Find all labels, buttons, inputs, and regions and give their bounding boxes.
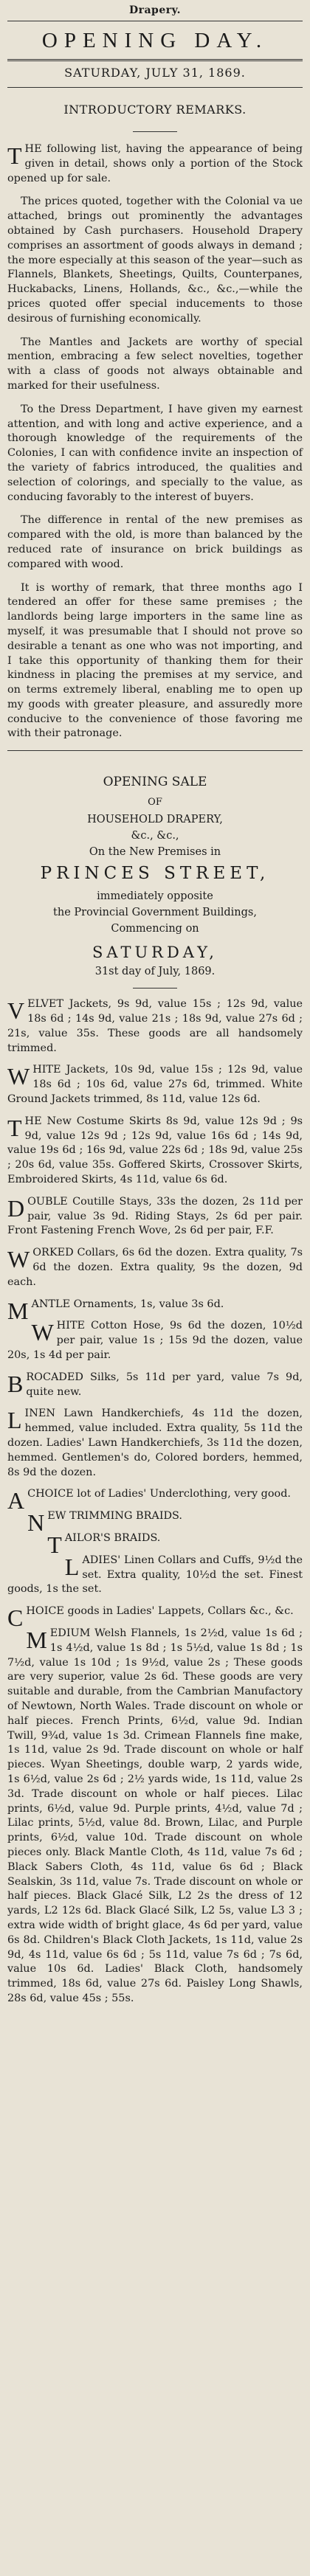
dropcap-letter: W — [31, 1319, 54, 1346]
intro-paragraph: THE following list, having the appearance of being given in detail, shows only a portion of the Stock opened up for sale. — [7, 142, 303, 184]
sale-heading: OPENING SALE — [103, 775, 207, 790]
item-text: ANTLE Ornaments, 1s, value 3s 6d. — [31, 1298, 224, 1310]
sale-on-the: On the New Premises in — [89, 846, 221, 859]
item-text: AILOR'S BRAIDS. — [64, 1531, 161, 1544]
item-text: CHOICE lot of Ladies' Underclothing, very good. — [27, 1488, 291, 1500]
section-rule — [7, 750, 303, 751]
item-text: ADIES' Linen Collars and Cuffs, 9½d the set. Extra quality, 10½d the set. Finest goods, 1s the set. — [7, 1554, 303, 1596]
list-item — [7, 1554, 303, 1597]
title-rule — [7, 59, 303, 61]
items-list — [7, 997, 303, 2006]
running-head: Drapery. — [128, 4, 182, 16]
sale-commencing: Commencing on — [111, 923, 199, 935]
intro-heading: INTRODUCTORY REMARKS. — [63, 103, 247, 117]
list-item — [7, 1407, 303, 1480]
intro-paragraph: To the Dress Department, I have given my earnest attention, and with long and active experience, and a thorough knowledge of the requirements of the Colonies, I can with confidence invite an inspection of the variety of fabrics introduced, the qualities and selection of colorings, and specially to the value, as conducing favorably to the interest of buyers. — [7, 403, 303, 503]
item-text: OUBLE Coutille Stays, 33s the dozen, 2s 11d per pair, value 3s 9d. Riding Stays, 2s 6d per pair. Front Fastening French Wove, 2s 6d per pair, F.F. — [7, 1195, 303, 1237]
dropcap-letter: L — [7, 1407, 22, 1434]
list-item — [7, 1627, 303, 2007]
sale-opposite: immediately opposite — [97, 890, 213, 903]
sale-street: PRINCES STREET, — [40, 864, 270, 884]
list-item — [7, 1297, 303, 1324]
intro-paragraph: The Mantles and Jackets are worthy of special mention, embracing a few select novelties, together with a class of goods not always obtainable and marked for their usefulness. — [7, 336, 303, 392]
newspaper-column — [6, 0, 304, 2007]
sale-saturday: SATURDAY, — [92, 944, 218, 962]
intro-paragraph: The difference in rental of the new premises as compared with the old, is more than balanced by the reduced rate of insurance on brick buildings as compared with wood. — [7, 514, 303, 570]
date-rule — [7, 87, 303, 88]
intro-body — [7, 142, 303, 741]
list-item — [7, 1115, 303, 1188]
intro-paragraph: It is worthy of remark, that three months ago I tendered an offer for these same premises ; the landlords being large importers in the same line as myself, it was presumable that I should not prove so desirable a tenant as one who was not importing, and I take this opportunity of thanking them for their kindness in placing the premises at my service, and on terms extremely liberal, enabling me to open up my goods with greater pleasure, and assuredly more conducive to the convenience of those favoring me with their patronage. — [7, 581, 303, 740]
item-text: HITE Jackets, 10s 9d, value 15s ; 12s 9d, value 18s 6d ; 10s 6d, value 27s 6d, trimmed. White Ground Jackets trimmed, 8s 11d, value 12s 6d. — [7, 1064, 303, 1106]
item-text: ROCADED Silks, 5s 11d per yard, value 7s 9d, quite new. — [26, 1371, 303, 1398]
list-item — [7, 1195, 303, 1239]
sale-of: OF — [148, 797, 162, 809]
dropcap-letter: T — [7, 142, 22, 169]
dropcap-letter: T — [7, 1114, 22, 1141]
dropcap-letter: W — [7, 1246, 30, 1273]
list-item — [7, 1246, 303, 1289]
issue-date: SATURDAY, JULY 31, 1869. — [64, 66, 246, 80]
dropcap-letter: L — [64, 1553, 80, 1580]
list-item — [7, 997, 303, 1056]
sale-date: 31st day of July, 1869. — [94, 966, 216, 978]
dropcap-letter: M — [7, 1297, 29, 1324]
item-text: HE New Costume Skirts 8s 9d, value 12s 9d ; 9s 9d, value 12s 9d ; 12s 9d, value 16s 6d ; 14s 9d, value 19s 6d ; 16s 9d, value 22s 6d ; 18s 9d, value 25s ; 20s 6d, value 35s. Goffered Skirts, Crossover Skirts, Embroidered Skirts, 4s 11d, value 6s 6d. — [7, 1115, 303, 1186]
dropcap-letter: V — [7, 997, 25, 1025]
dropcap-letter: A — [7, 1487, 25, 1514]
dropcap-letter: M — [26, 1626, 47, 1653]
dropcap-letter: W — [7, 1063, 30, 1090]
list-item — [7, 1531, 303, 1558]
sale-buildings: the Provincial Government Buildings, — [53, 907, 257, 919]
dropcap-letter: N — [27, 1509, 45, 1537]
list-item — [7, 1509, 303, 1537]
list-item — [7, 1319, 303, 1363]
sale-household: HOUSEHOLD DRAPERY, — [87, 814, 223, 826]
item-text: EW TRIMMING BRAIDS. — [47, 1510, 182, 1523]
list-item — [7, 1487, 303, 1514]
dropcap-letter: C — [7, 1604, 24, 1632]
intro-paragraph: The prices quoted, together with the Colonial va ue attached, brings out prominently the advantages obtained by Cash purchasers. Household Drapery comprises an assortment of goods always in demand ; the more especially at this season of the year—such as Flannels, Blankets, Sheetings, Quilts, Counterpanes, Huckabacks, Linens, Hollands, &c., &c.,—while the prices quoted offer special inducements to those desirous of furnishing economically. — [7, 195, 303, 325]
list-item — [7, 1604, 303, 1632]
item-text: HOICE goods in Ladies' Lappets, Collars &c., &c. — [26, 1605, 294, 1618]
item-text: ELVET Jackets, 9s 9d, value 15s ; 12s 9d, value 18s 6d ; 14s 9d, value 21s ; 18s 9d, value 27s 6d ; 21s, value 35s. These goods are all handsomely trimmed. — [7, 998, 303, 1054]
list-item — [7, 1063, 303, 1107]
item-text: INEN Lawn Handkerchiefs, 4s 11d the dozen, hemmed, value included. Extra quality, 5s 11d the dozen. Ladies' Lawn Handkerchiefs, 3s 11d the dozen, hemmed. Gentlemen's do, Colored borders, hemmed, 8s 9d the dozen. — [7, 1408, 303, 1478]
item-text: ORKED Collars, 6s 6d the dozen. Extra quality, 7s 6d the dozen. Extra quality, 9s the dozen, 9d each. — [7, 1247, 303, 1288]
item-text: EDIUM Welsh Flannels, 1s 2½d, value 1s 6d ; 1s 4½d, value 1s 8d ; 1s 5½d, value 1s 8d ; 1s 7½d, value 1s 10d ; 1s 9½d, value 2s ; These goods are very superior, value 2s 6d. These goods are very suitable and durable, from the Cambrian Manufactory of Newtown, North Wales. Trade discount on whole or half pieces. French Prints, 6½d, value 9d. Indian Twill, 9¾d, value 1s 3d. Crimean Flannels fine make, 1s 11d, value 2s 9d. Trade discount on whole or half pieces. Wyan Sheetings, double warp, 2 yards wide, 1s 6½d, value 2s 6d ; 2½ yards wide, 1s 11d, value 2s 3d. Trade discount on whole or half pieces. Lilac prints, 6½d, value 9d. Purple prints, 4½d, value 7d ; Lilac prints, 5½d, value 8d. Brown, Lilac, and Purple prints, 6½d, value 10d. Trade discount on whole pieces only. Black Mantle Cloth, 4s 11d, value 7s 6d ; Black Sabers Cloth, 4s 11d, value 6s 6d ; Black Sealskin, 3s 11d, value 7s. Trade discount on whole or half pieces. Black Glacé Silk, L2 2s the dress of 12 yards, L2 12s 6d. Black Glacé Silk, L2 5s, value L3 3 ; extra wide width of bright glace, 4s 6d per yard, value 6s 8d. Children's Black Cloth Jackets, 1s 11d, value 2s 9d, 4s 11d, value 6s 6d ; 5s 11d, value 7s 6d ; 7s 6d, value 10s 6d. Ladies' Black Cloth, handsomely trimmed, 18s 6d, value 27s 6d. Paisley Long Shawls, 28s 6d, value 45s ; 55s. — [7, 1627, 303, 2004]
sale-etc: &c., &c., — [131, 830, 179, 842]
list-item — [7, 1371, 303, 1400]
dropcap-letter: D — [7, 1194, 25, 1222]
dropcap-letter: B — [7, 1370, 24, 1397]
dropcap-letter: T — [47, 1531, 62, 1558]
page-title: OPENING DAY. — [41, 29, 269, 52]
item-text: HITE Cotton Hose, 9s 6d the dozen, 10½d per pair, value 1s ; 15s 9d the dozen, value 20s, 1s 4d per pair. — [7, 1320, 303, 1362]
